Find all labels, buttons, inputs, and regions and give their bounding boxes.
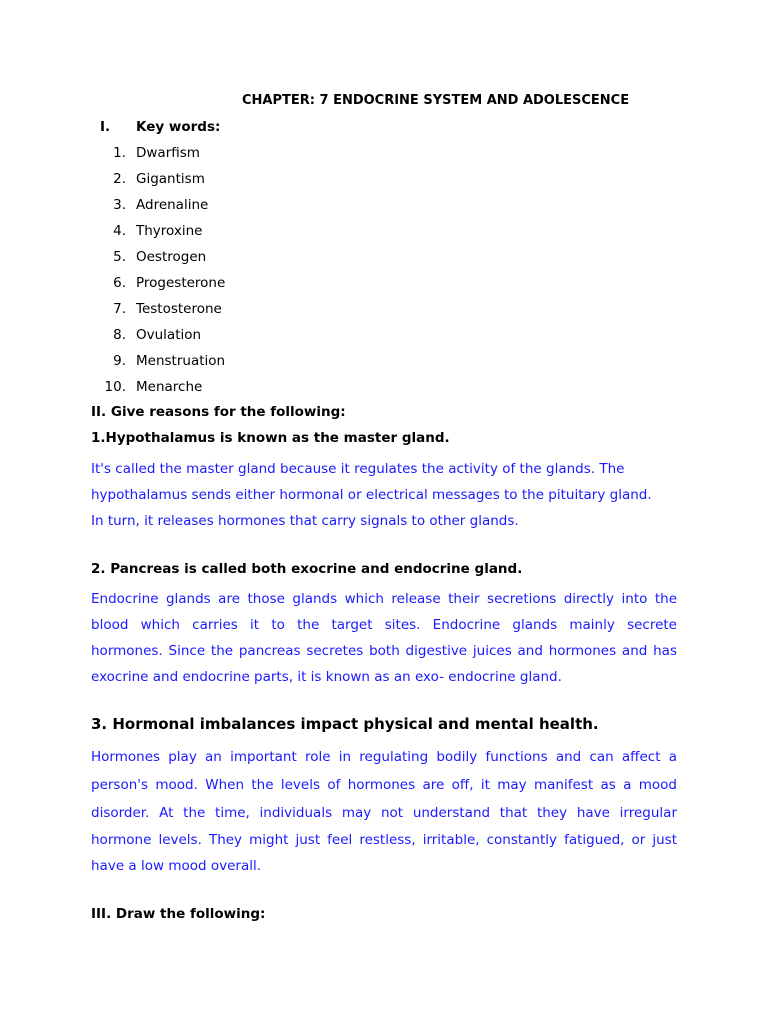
keyword-item bbox=[96, 145, 396, 161]
keyword-number: 6. bbox=[113, 275, 126, 291]
keyword-text: Gigantism bbox=[136, 171, 205, 187]
keyword-text: Dwarfism bbox=[136, 145, 200, 161]
keyword-item bbox=[96, 327, 396, 343]
keyword-item bbox=[96, 171, 396, 187]
answer-3 bbox=[91, 743, 677, 879]
keyword-text: Oestrogen bbox=[136, 249, 207, 265]
question-1: 1.Hypothalamus is known as the master gland. bbox=[91, 430, 450, 446]
keyword-number: 8. bbox=[113, 327, 126, 343]
answer-1 bbox=[91, 456, 677, 534]
answer-2-line: hormones. Since the pancreas secretes both digestive juices and hormones and has bbox=[91, 643, 677, 659]
keyword-number: 3. bbox=[113, 197, 126, 213]
section-1-heading: Key words: bbox=[136, 119, 221, 135]
keyword-text: Menstruation bbox=[136, 353, 226, 369]
answer-1-line: In turn, it releases hormones that carry signals to other glands. bbox=[91, 513, 519, 529]
keyword-item bbox=[96, 197, 396, 213]
keyword-item bbox=[96, 379, 396, 395]
answer-2 bbox=[91, 586, 677, 690]
keyword-number: 9. bbox=[113, 353, 126, 369]
keyword-text: Adrenaline bbox=[136, 197, 209, 213]
chapter-title: CHAPTER: 7 ENDOCRINE SYSTEM AND ADOLESCENCE bbox=[242, 93, 630, 108]
keyword-text: Ovulation bbox=[136, 327, 202, 343]
answer-2-line: blood which carries it to the target sites. Endocrine glands mainly secrete bbox=[91, 617, 677, 633]
keyword-item bbox=[96, 353, 396, 369]
question-2: 2. Pancreas is called both exocrine and endocrine gland. bbox=[91, 561, 523, 577]
answer-1-line: hypothalamus sends either hormonal or electrical messages to the pituitary gland. bbox=[91, 487, 652, 503]
keyword-number: 10. bbox=[104, 379, 126, 395]
answer-1-line: It's called the master gland because it regulates the activity of the glands. The bbox=[91, 461, 625, 477]
keyword-item bbox=[96, 301, 396, 317]
keyword-text: Progesterone bbox=[136, 275, 226, 291]
section-2-heading: II. Give reasons for the following: bbox=[91, 404, 346, 420]
section-3-heading: III. Draw the following: bbox=[91, 906, 266, 922]
question-3: 3. Hormonal imbalances impact physical and mental health. bbox=[91, 715, 599, 733]
keyword-text: Thyroxine bbox=[136, 223, 203, 239]
keyword-number: 1. bbox=[113, 145, 126, 161]
answer-2-line: Endocrine glands are those glands which release their secretions directly into the bbox=[91, 591, 677, 607]
keyword-item bbox=[96, 223, 396, 239]
answer-3-line: have a low mood overall. bbox=[91, 858, 262, 874]
answer-2-line: exocrine and endocrine parts, it is known as an exo- endocrine gland. bbox=[91, 669, 562, 685]
keyword-item bbox=[96, 275, 396, 291]
keyword-number: 5. bbox=[113, 249, 126, 265]
section-1-numeral: I. bbox=[100, 119, 111, 135]
keyword-number: 4. bbox=[113, 223, 126, 239]
keyword-number: 2. bbox=[113, 171, 126, 187]
answer-3-line: Hormones play an important role in regulating bodily functions and can affect a bbox=[91, 749, 677, 765]
keyword-number: 7. bbox=[113, 301, 126, 317]
answer-3-line: person's mood. When the levels of hormones are off, it may manifest as a mood bbox=[91, 777, 677, 793]
keyword-text: Menarche bbox=[136, 379, 203, 395]
keyword-text: Testosterone bbox=[136, 301, 222, 317]
answer-3-line: hormone levels. They might just feel restless, irritable, constantly fatigued, or just bbox=[91, 832, 677, 848]
answer-3-line: disorder. At the time, individuals may not understand that they have irregular bbox=[91, 805, 677, 821]
keyword-item bbox=[96, 249, 396, 265]
